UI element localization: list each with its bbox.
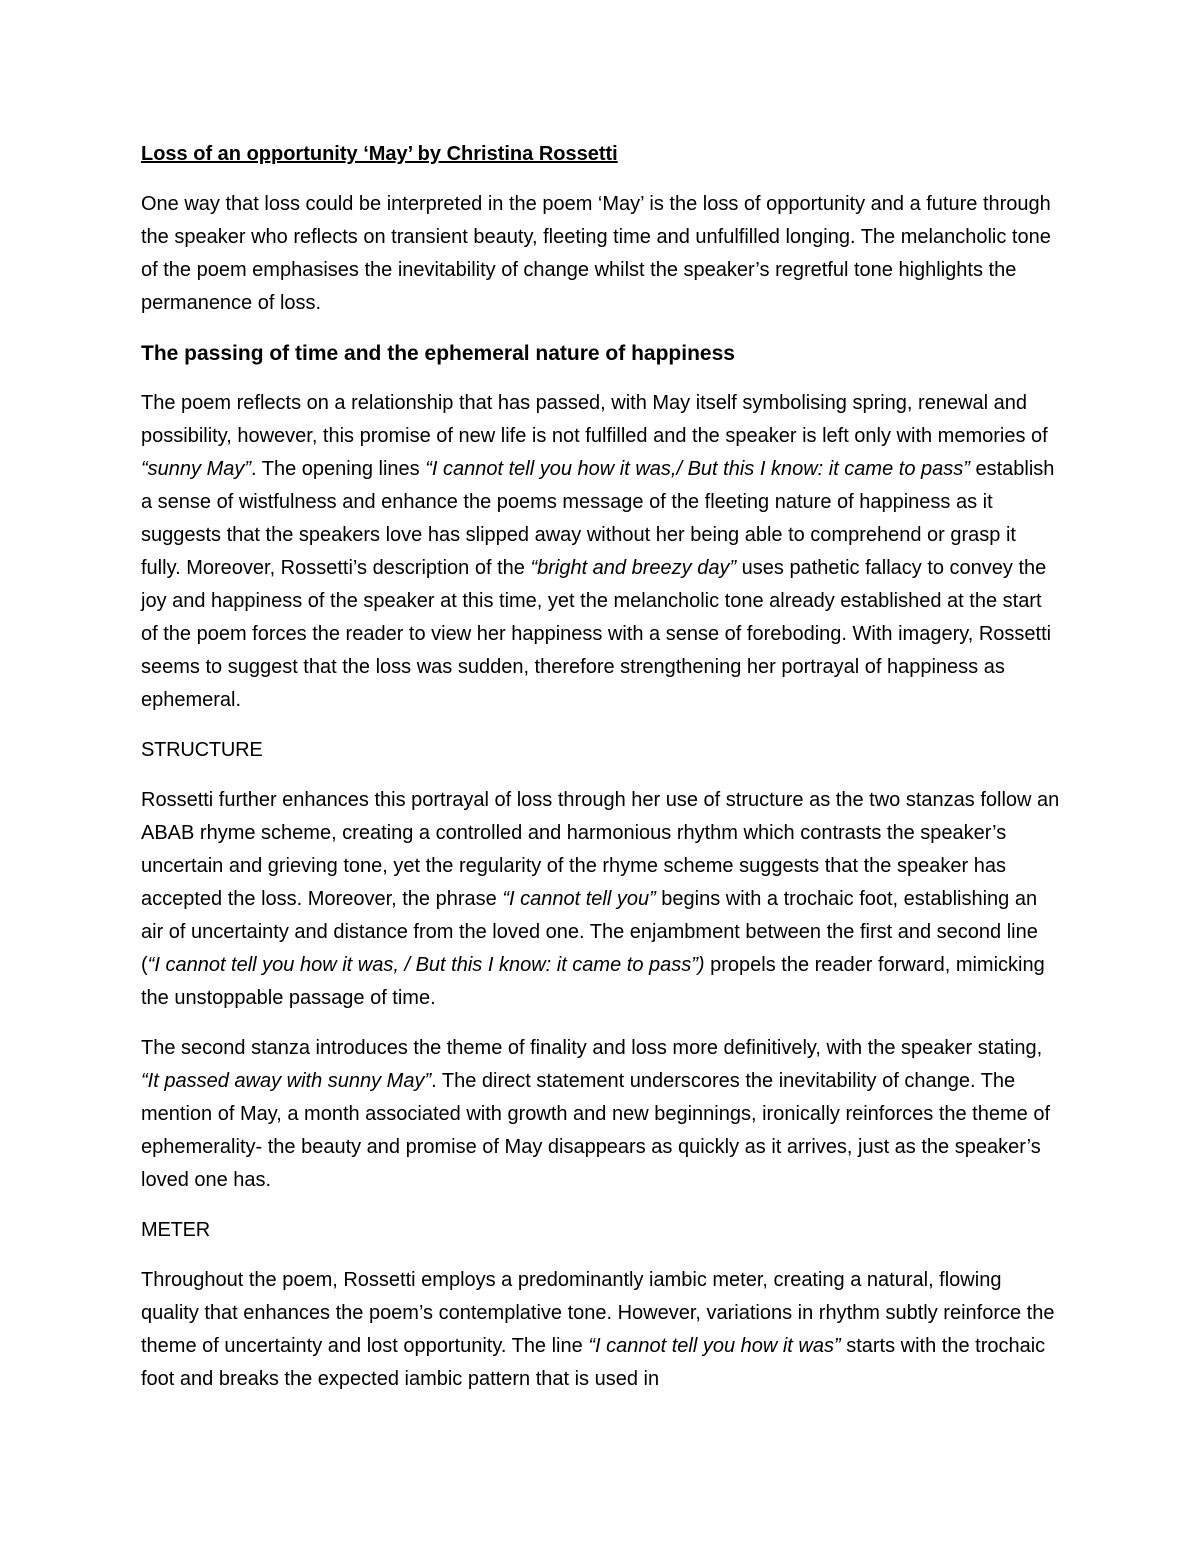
quotation: “I cannot tell you”: [502, 888, 656, 910]
text-run: Rossetti further enhances this portrayal of loss through her use of structure as the two stanzas follow an ABAB rhyme scheme, creating a controlled and harmonious rhythm which contrasts the speaker’s uncertain and grieving tone, yet the regularity of the rhyme scheme suggests that the speaker has accepted the loss. Moreover, the phrase: [141, 789, 1060, 910]
quotation: “I cannot tell you how it was,/ But this I know: it came to pass”: [425, 458, 970, 480]
intro-paragraph: One way that loss could be interpreted in the poem ‘May’ is the loss of opportunity and a future through the speaker who reflects on transient beauty, fleeting time and unfulfilled longing. The melancholic tone of the poem emphasises the inevitability of change whilst the speaker’s regretful tone highlights the permanence of loss.: [141, 193, 1051, 314]
document-title: Loss of an opportunity ‘May’ by Christina Rossetti: [141, 143, 618, 165]
quotation: “I cannot tell you how it was”: [588, 1335, 841, 1357]
meter-paragraph: [141, 1264, 1061, 1396]
text-run: Throughout the poem, Rossetti employs a predominantly iambic meter, creating a natural, flowing quality that enhances the poem’s contemplative tone. However, variations in rhythm subtly reinforce the theme of uncertainty and lost opportunity. The line: [141, 1269, 1055, 1357]
text-run: establish a sense of wistfulness and enhance the poems message of the fleeting nature of happiness as it suggests that the speakers love has slipped away without her being able to comprehend or grasp it fully. Moreover, Rossetti’s description of the: [141, 458, 1055, 579]
text-run: starts with the trochaic foot and breaks the expected iambic pattern that is used in: [141, 1335, 1046, 1390]
section-heading-meter: METER: [141, 1219, 211, 1241]
text-run: propels the reader forward, mimicking the unstoppable passage of time.: [141, 954, 1045, 1009]
quotation: “sunny May”: [141, 458, 252, 480]
structure-paragraph-2: [141, 1032, 1061, 1197]
structure-paragraph-1: [141, 784, 1061, 1015]
section-heading-passing-of-time: The passing of time and the ephemeral nature of happiness: [141, 342, 735, 365]
section-heading-structure: STRUCTURE: [141, 739, 263, 761]
text-run: The second stanza introduces the theme of finality and loss more definitively, with the speaker stating,: [141, 1037, 1043, 1059]
document-page: [141, 138, 1061, 1413]
quotation: “It passed away with sunny May”: [141, 1070, 432, 1092]
text-run: . The opening lines: [251, 458, 426, 480]
passing-of-time-paragraph: [141, 387, 1061, 717]
quotation: “I cannot tell you how it was, / But this I know: it came to pass”): [147, 954, 705, 976]
text-run: The poem reflects on a relationship that has passed, with May itself symbolising spring, renewal and possibility, however, this promise of new life is not fulfilled and the speaker is left only with memories of: [141, 392, 1048, 447]
text-run: begins with a trochaic foot, establishing an air of uncertainty and distance from the loved one. The enjambment between the first and second line (: [141, 888, 1038, 976]
text-run: . The direct statement underscores the inevitability of change. The mention of May, a month associated with growth and new beginnings, ironically reinforces the theme of ephemerality- the beauty and promise of May disappears as quickly as it arrives, just as the speaker’s loved one has.: [141, 1070, 1051, 1191]
text-run: uses pathetic fallacy to convey the joy and happiness of the speaker at this time, yet the melancholic tone already established at the start of the poem forces the reader to view her happiness with a sense of foreboding. With imagery, Rossetti seems to suggest that the loss was sudden, therefore strengthening her portrayal of happiness as ephemeral.: [141, 557, 1052, 711]
quotation: “bright and breezy day”: [530, 557, 737, 579]
